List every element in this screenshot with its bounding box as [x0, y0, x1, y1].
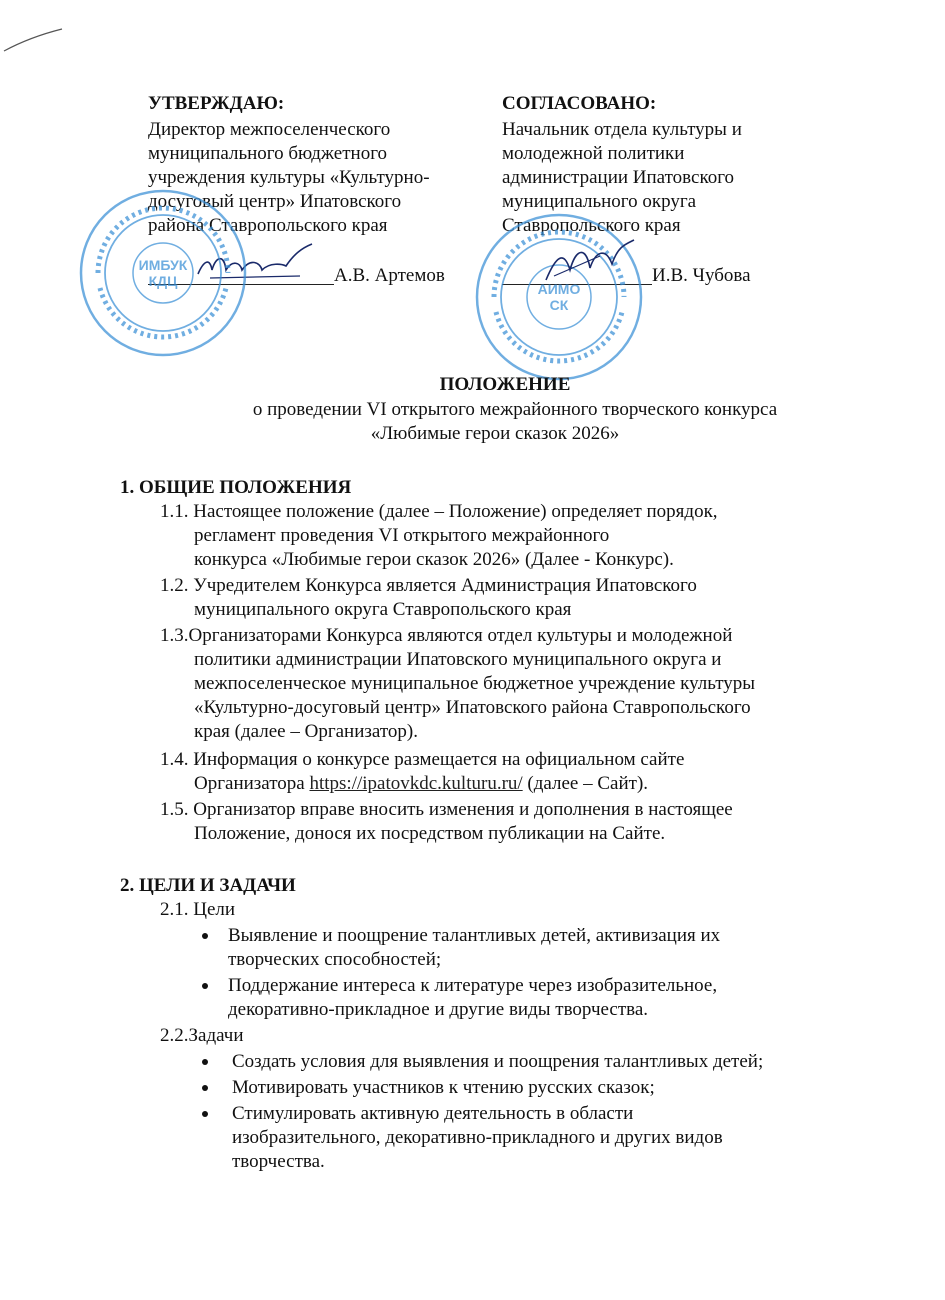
agree-line: муниципального округа [502, 191, 697, 212]
organizer-site-link[interactable]: https://ipatovkdc.kulturu.ru/ [309, 773, 523, 794]
agree-line: администрации Ипатовского [502, 167, 735, 188]
approve-heading: УТВЕРЖДАЮ: [148, 93, 285, 114]
approve-line: муниципального бюджетного [148, 143, 388, 164]
goal-item: творческих способностей; [228, 949, 442, 970]
task-item: творчества. [232, 1151, 325, 1172]
bullet-icon [202, 983, 208, 989]
agree-line: Начальник отдела культуры и [502, 119, 742, 140]
document-subtitle-line: о проведении VI открытого межрайонного творческого конкурса [252, 399, 778, 420]
clause-1-3: «Культурно-досуговый центр» Ипатовского района Ставропольского [194, 697, 751, 718]
agree-stamp-text: АИМО [537, 281, 581, 297]
bullet-icon [202, 1111, 208, 1117]
approve-round-stamp [78, 188, 248, 358]
goal-item: Поддержание интереса к литературе через изобразительное, [228, 975, 718, 996]
approve-line: Директор межпоселенческого [148, 119, 391, 140]
document-title: ПОЛОЖЕНИЕ [439, 374, 571, 395]
agree-line: молодежной политики [502, 143, 685, 164]
approve-signer: А.В. Артемов [334, 265, 445, 286]
tasks-label: 2.2.Задачи [160, 1025, 244, 1046]
approve-stamp-text: ИМБУК [138, 257, 188, 273]
clause-1-4: 1.4. Информация о конкурсе размещается на официальном сайте [160, 749, 685, 770]
task-item: Создать условия для выявления и поощрения талантливых детей; [232, 1051, 764, 1072]
goal-item: декоративно-прикладное и другие виды творчества. [228, 999, 649, 1020]
agree-line: Ставропольского края [502, 215, 681, 236]
clause-1-5: Положение, донося их посредством публикации на Сайте. [194, 823, 666, 844]
bullet-icon [202, 933, 208, 939]
clause-1-4-line2 [194, 772, 648, 795]
goal-item: Выявление и поощрение талантливых детей, активизация их [228, 925, 721, 946]
agree-signer: И.В. Чубова [652, 265, 751, 286]
section-heading: 2. ЦЕЛИ И ЗАДАЧИ [120, 875, 296, 896]
approve-line: досуговый центр» Ипатовского [148, 191, 402, 212]
clause-1-2: муниципального округа Ставропольского края [194, 599, 572, 620]
task-item: изобразительного, декоративно-прикладного и других видов [232, 1127, 723, 1148]
clause-1-3: межпоселенческое муниципальное бюджетное учреждение культуры [194, 673, 756, 694]
clause-1-1: 1.1. Настоящее положение (далее – Положение) определяет порядок, [160, 501, 718, 522]
task-item: Мотивировать участников к чтению русских сказок; [232, 1077, 655, 1098]
section-heading: 1. ОБЩИЕ ПОЛОЖЕНИЯ [120, 477, 352, 498]
clause-1-5: 1.5. Организатор вправе вносить изменения и дополнения в настоящее [160, 799, 733, 820]
agree-handwritten-signature [540, 236, 640, 292]
task-item: Стимулировать активную деятельность в области [232, 1103, 634, 1124]
clause-1-1: конкурса «Любимые герои сказок 2026» (Далее - Конкурс). [194, 549, 674, 570]
agree-heading: СОГЛАСОВАНО: [502, 93, 657, 114]
clause-1-3: края (далее – Организатор). [194, 721, 418, 742]
document-subtitle-line: «Любимые герои сказок 2026» [370, 423, 620, 444]
clause-1-4-prefix: Организатора [194, 773, 310, 794]
clause-1-3: 1.3.Организаторами Конкурса являются отдел культуры и молодежной [160, 625, 733, 646]
clause-1-4-suffix: (далее – Сайт). [522, 773, 649, 794]
clause-1-1: регламент проведения VI открытого межрайонного [194, 525, 610, 546]
bullet-icon [202, 1085, 208, 1091]
bullet-icon [202, 1059, 208, 1065]
clause-1-3: политики администрации Ипатовского муниципального округа и [194, 649, 722, 670]
corner-pencil-mark [0, 25, 70, 55]
clause-1-2: 1.2. Учредителем Конкурса является Администрация Ипатовского [160, 575, 697, 596]
agree-stamp-text: СК [549, 297, 569, 313]
approve-line: учреждения культуры «Культурно- [148, 167, 430, 188]
approve-stamp-text: КДЦ [148, 273, 178, 289]
goals-label: 2.1. Цели [160, 899, 236, 920]
approve-line: района Ставропольского края [148, 215, 388, 236]
